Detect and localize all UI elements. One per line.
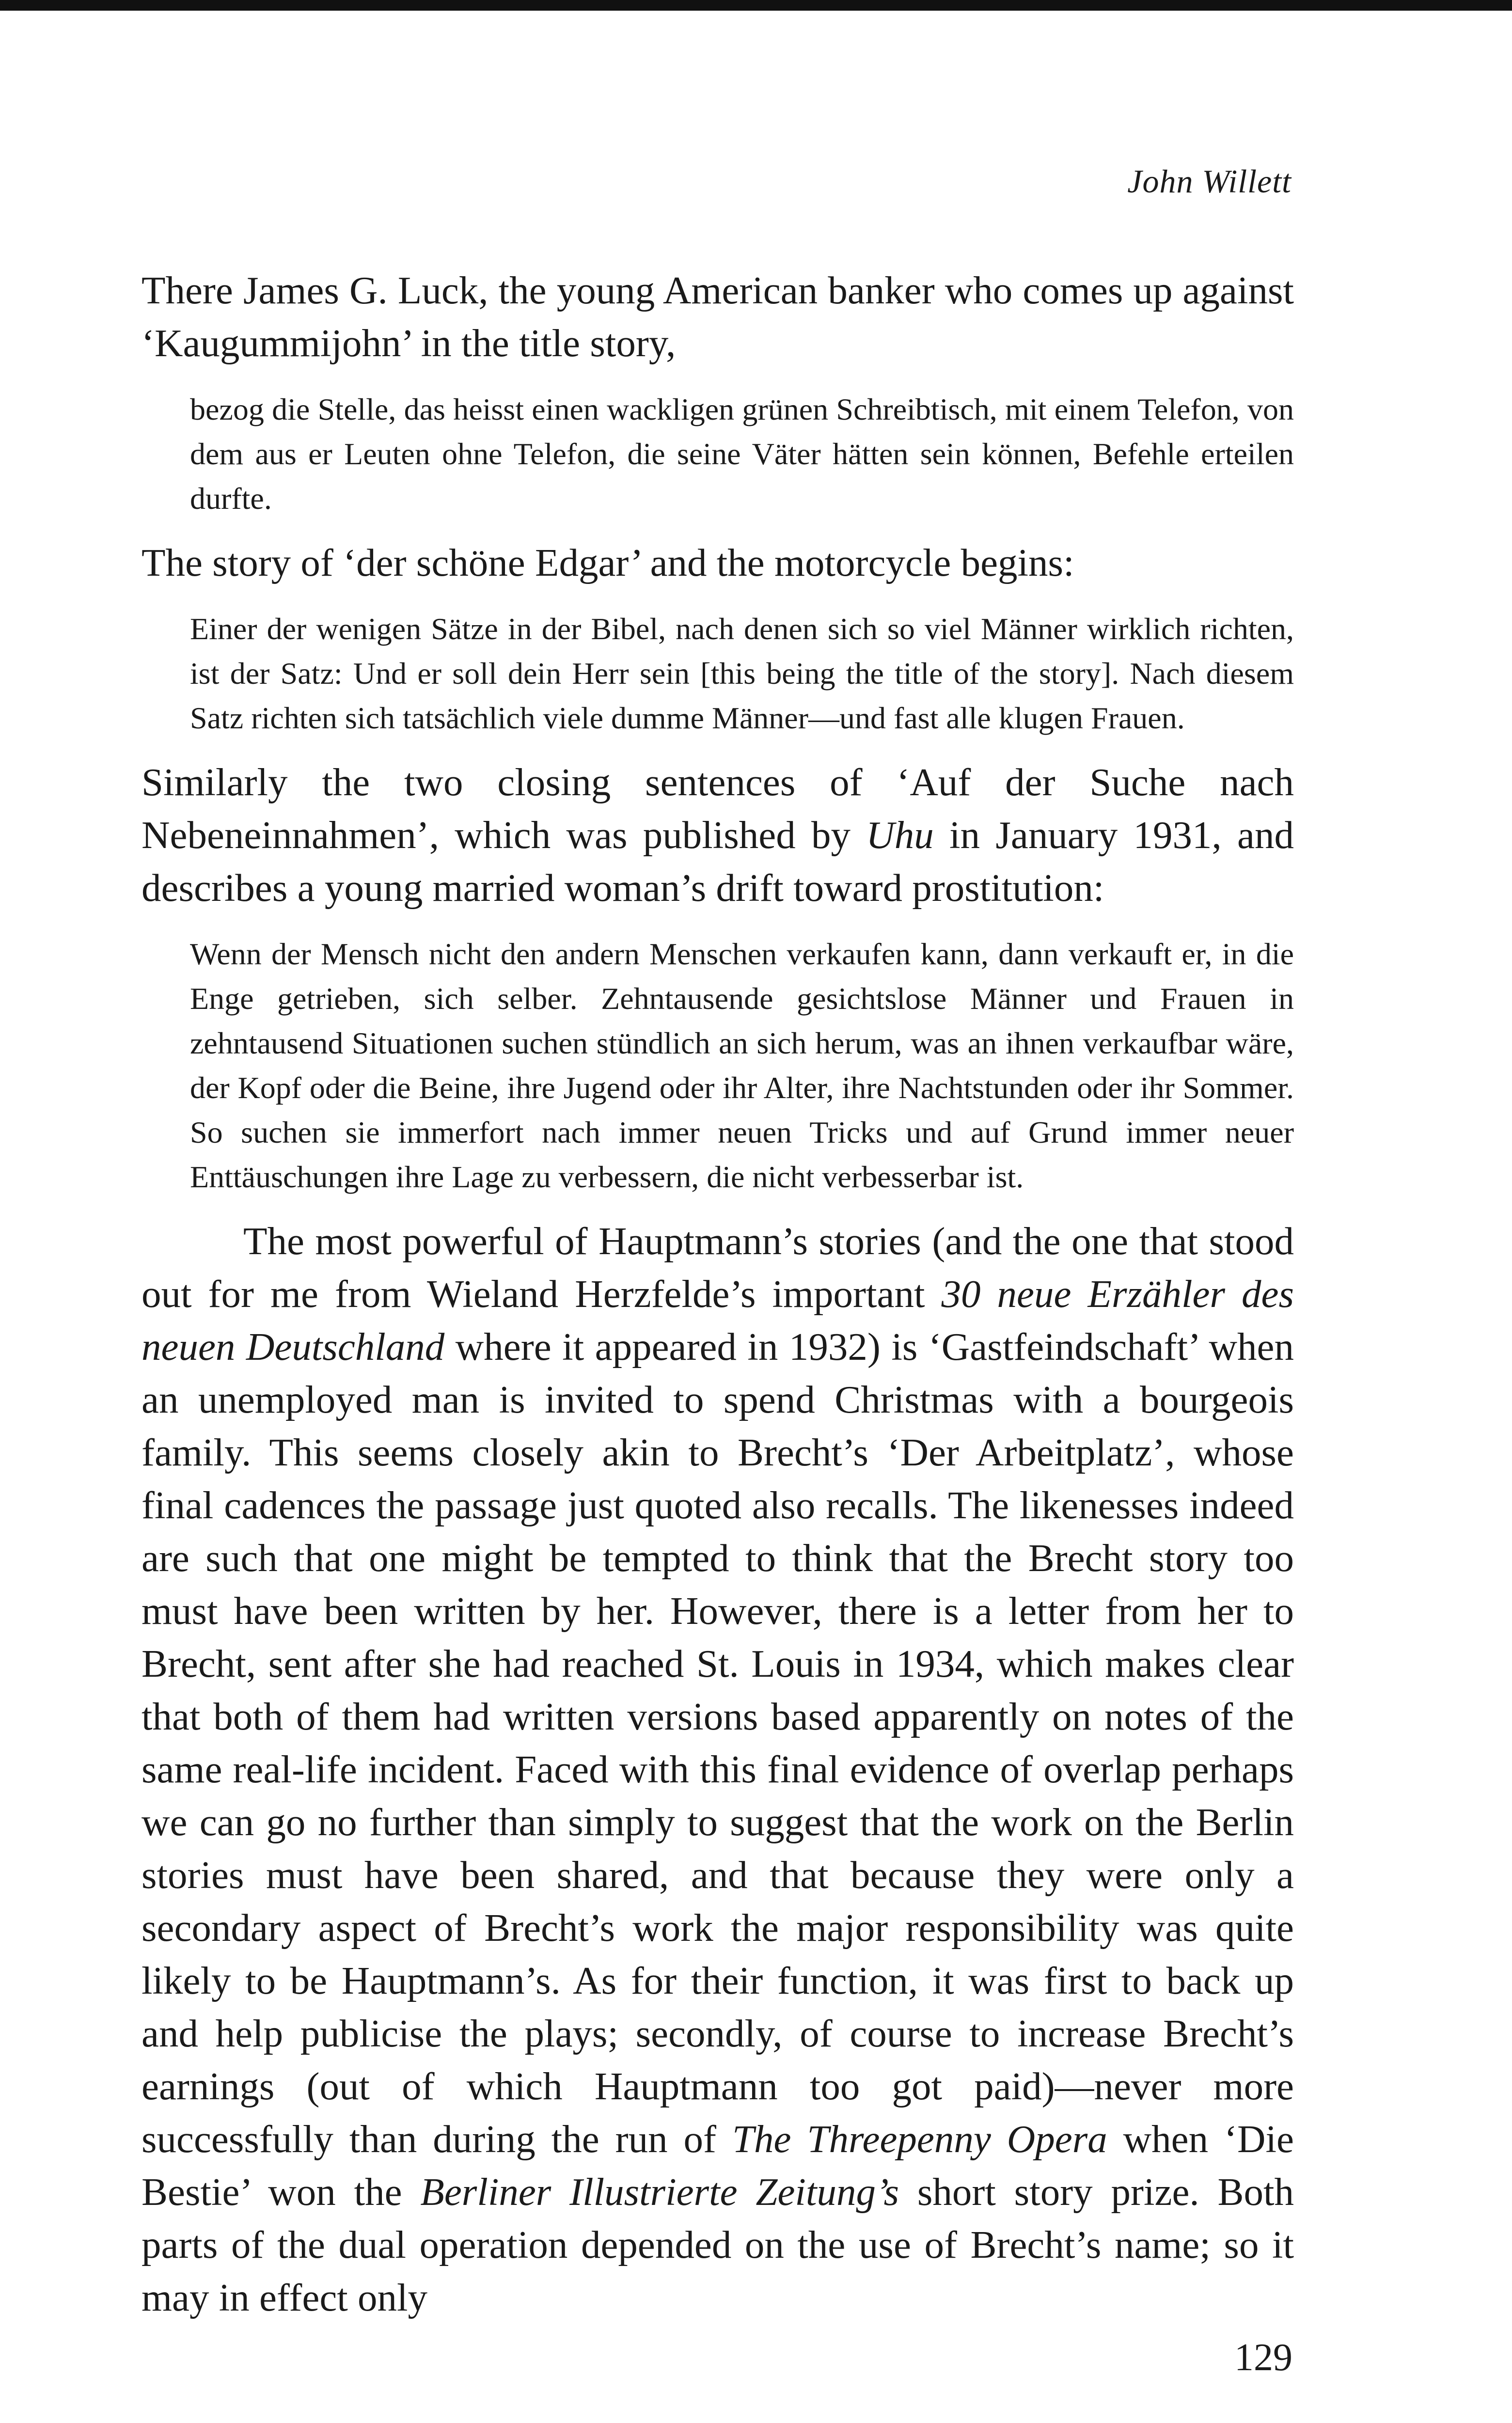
paragraph-nebeneinnahmen xyxy=(142,756,1294,914)
italic-title-uhu: Uhu xyxy=(866,813,934,857)
text-run: in January 1931, and describes a young married woman’s drift toward prostitution: xyxy=(142,813,1294,910)
text-run: when ‘Die Bestie’ won the xyxy=(142,2117,1294,2214)
paragraph-intro: There James G. Luck, the young American banker who comes up against ‘Kaugummijohn’ in the title story, xyxy=(142,268,1294,365)
block-quote-edgar: Einer der wenigen Sätze in der Bibel, nach denen sich so viel Männer wirklich richten, ist der Satz: Und er soll dein Herr sein [this being the title of the story]. Nach diesem Satz richten sich tatsächlich viele dumme Männer—und fast alle klugen Frauen. xyxy=(190,612,1294,735)
text-run: short story prize. Both parts of the dual operation depended on the use of Brecht’s name; so it may in effect only xyxy=(142,2170,1294,2319)
italic-title-berliner-illustrierte: Berliner Illustrierte Zeitung’s xyxy=(420,2170,899,2214)
top-edge-rule xyxy=(0,0,1512,11)
paragraph-hauptmann-stories xyxy=(142,1215,1294,2324)
running-head: John Willett xyxy=(1127,163,1292,200)
paragraph-edgar: The story of ‘der schöne Edgar’ and the motorcycle begins: xyxy=(142,541,1074,584)
text-run: The most powerful of Hauptmann’s stories (and the one that stood out for me from Wieland Herzfelde’s important xyxy=(142,1219,1294,1316)
italic-title-threepenny-opera: The Threepenny Opera xyxy=(732,2117,1107,2161)
italic-title-erzaehler: 30 neue Erzähler des neuen Deutschland xyxy=(142,1272,1294,1369)
page-body xyxy=(142,264,1294,2324)
block-quote-kaugummijohn: bezog die Stelle, das heisst einen wackligen grünen Schreibtisch, mit einem Telefon, von dem aus er Leuten ohne Telefon, die seine Väter hätten sein können, Befehle erteilen durfte. xyxy=(190,392,1294,516)
text-run: Similarly the two closing sentences of ‘Auf der Suche nach Nebeneinnahmen’, which was published by xyxy=(142,760,1294,857)
text-run: where it appeared in 1932) is ‘Gastfeindschaft’ when an unemployed man is invited to spend Christmas with a bourgeois family. This seems closely akin to Brecht’s ‘Der Arbeitplatz’, whose final cadences the passage just quoted also recalls. The likenesses indeed are such that one might be tempted to think that the Brecht story too must have been written by her. However, there is a letter from her to Brecht, sent after she had reached St. Louis in 1934, which makes clear that both of them had written versions based apparently on notes of the same real-life incident. Faced with this final evidence of overlap perhaps we can go no further than simply to suggest that the work on the Berlin stories must have been shared, and that because they were only a secondary aspect of Brecht’s work the major responsibility was quite likely to be Hauptmann’s. As for their function, it was first to back up and help publicise the plays; secondly, of course to increase Brecht’s earnings (out of which Hauptmann too got paid)—never more successfully than during the run of xyxy=(142,1325,1294,2161)
block-quote-nebeneinnahmen: Wenn der Mensch nicht den andern Menschen verkaufen kann, dann verkauft er, in die Enge getrieben, sich selber. Zehntausende gesichtslose Männer und Frauen in zehntausend Situationen suchen stündlich an sich herum, was an ihnen verkaufbar wäre, der Kopf oder die Beine, ihre Jugend oder ihr Alter, ihre Nachtstunden oder ihr Sommer. So suchen sie immerfort nach immer neuen Tricks und auf Grund immer neuer Enttäuschungen ihre Lage zu verbessern, die nicht verbesserbar ist. xyxy=(190,937,1294,1194)
page-number: 129 xyxy=(1234,2336,1292,2379)
